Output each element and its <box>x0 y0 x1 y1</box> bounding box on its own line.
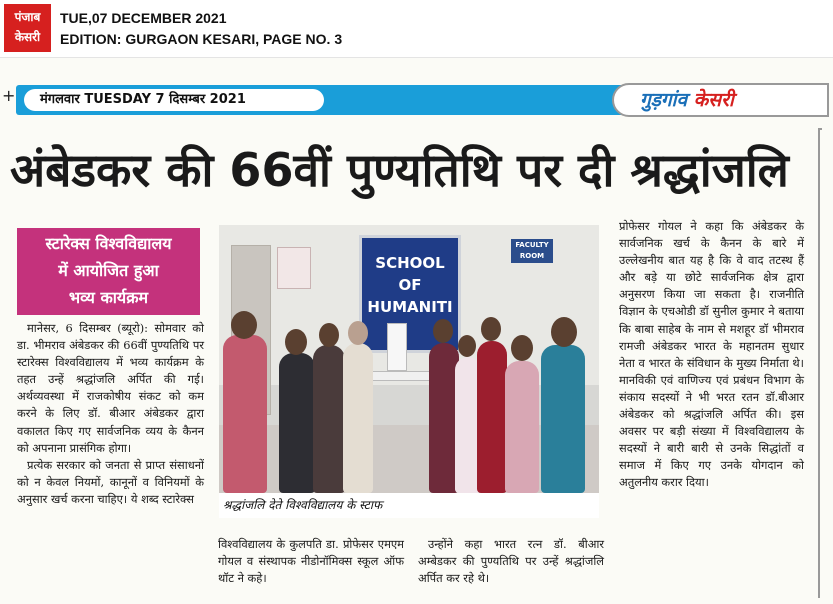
subheadline-box <box>17 228 200 315</box>
newspaper-page <box>0 58 833 604</box>
article-column-3 <box>418 536 604 587</box>
publication-date: TUE,07 DECEMBER 2021 <box>60 10 227 26</box>
person <box>541 345 585 493</box>
portrait-stand <box>387 323 407 371</box>
paragraph: प्रत्येक सरकार को जनता से प्राप्त संसाधनों को न केवल नियमों, कानूनों व विनियमों के अनुसार खर्च करना चाहिए। ये शब्द स्टारेक्स <box>17 457 204 506</box>
article-column-2 <box>218 536 404 587</box>
paragraph: प्रोफेसर गोयल ने कहा कि अंबेडकर के सार्वजनिक खर्च के कैनन के बारे में उल्लेखनीय बात यह है कि वे वाद तटस्थ हैं और बड़े या छोटे सार्वजनिक क्षेत्र द्वारा अनुसरण किया जा सकता है। राजनीति विज्ञान के एचओडी डॉ सुनील कुमार ने बताया कि बाबा साहेब के नाम से मशहूर डॉ भीमराव रामजी अंबेडकर भारत के महानतम सुधार नेता व भारत के संविधान के मुख्य निर्माता थे। मानविकी एवं वाणिज्य एवं प्रबंधन विभाग के संकाय सदस्यों ने भी भरत रतन डॉ.बीआर अंबेडकर को श्रद्धांजलि अर्पित की। इस अवसर पर बड़ी संख्या में विश्वविद्यालय के सदस्यों ने बारी बारी से उनके सिद्धांतों व समाज में किए गए उनके योगदान को अतुलनीय करार दिया। <box>619 219 804 490</box>
person-head <box>458 335 476 357</box>
edition-badge <box>612 83 829 117</box>
person <box>505 361 539 493</box>
punjab-kesari-logo: पंजाब केसरी <box>4 4 51 52</box>
person-head <box>348 321 368 345</box>
person <box>313 345 345 493</box>
edition-name-part1: गुड़गांव <box>640 89 688 111</box>
person-head <box>231 311 257 339</box>
subhead-line: स्टारेक्स विश्वविद्यालय <box>45 234 172 253</box>
page-edge-rule <box>818 128 822 598</box>
faculty-room-sign: FACULTY ROOM <box>511 239 553 263</box>
article-column-4 <box>619 218 804 492</box>
person-head <box>433 319 453 343</box>
paragraph: मानेसर, 6 दिसम्बर (ब्यूरो): सोमवार को डा. भीमराव अंबेडकर की 66वीं पुण्यतिथि पर स्टारेक्स विश्वविद्यालय में भव्य कार्यक्रम के तहत उन्हें श्रद्धांजलि अर्पित की गई। अर्थव्यवस्था में राजकोषीय संकट को कम करने के लिए डॉ. बीआर अंबेडकर द्वारा वकालत किए गए सार्वजनिक व्यय के कैनन को अपनाना प्रासंगिक होगा। <box>17 321 204 455</box>
article-photo <box>219 225 599 493</box>
person <box>477 341 507 493</box>
school-sign: SCHOOL OF HUMANITI <box>359 235 461 353</box>
person <box>279 353 315 493</box>
photo-caption: श्रद्धांजलि देते विश्वविद्यालय के स्टाफ <box>223 498 383 512</box>
person <box>343 343 373 493</box>
person-head <box>285 329 307 355</box>
paragraph: उन्होंने कहा भारत रत्न डॉ. बीआर अम्बेडकर की पुण्यतिथि पर उन्हें श्रद्धांजलि अर्पित कर रहे थे। <box>418 537 604 586</box>
photo-notice-board <box>277 247 311 289</box>
edition-info: EDITION: GURGAON KESARI, PAGE NO. 3 <box>60 31 343 47</box>
paragraph: विश्वविद्यालय के कुलपति डा. प्रोफेसर एमएम गोयल व संस्थापक नीडोनॉमिक्स स्कूल ऑफ थॉट ने कहे। <box>218 537 404 586</box>
person-head <box>511 335 533 361</box>
clip-meta <box>60 8 342 50</box>
clip-info-bar <box>0 0 833 58</box>
date-strip: मंगलवार TUESDAY 7 दिसम्बर 2021 <box>24 89 324 111</box>
subhead-line: भव्य कार्यक्रम <box>68 288 149 307</box>
edition-name-part2: केसरी <box>693 89 734 111</box>
person-head <box>481 317 501 341</box>
photo-caption-bar <box>219 493 599 518</box>
person <box>223 335 267 493</box>
crop-mark-icon: + <box>2 86 16 105</box>
headline: अंबेडकर की 66वीं पुण्यतिथि पर दी श्रद्धांजलि <box>10 143 789 197</box>
article-column-1 <box>17 320 204 508</box>
person-head <box>319 323 339 347</box>
subhead-line: में आयोजित हुआ <box>58 261 159 280</box>
person-head <box>551 317 577 347</box>
